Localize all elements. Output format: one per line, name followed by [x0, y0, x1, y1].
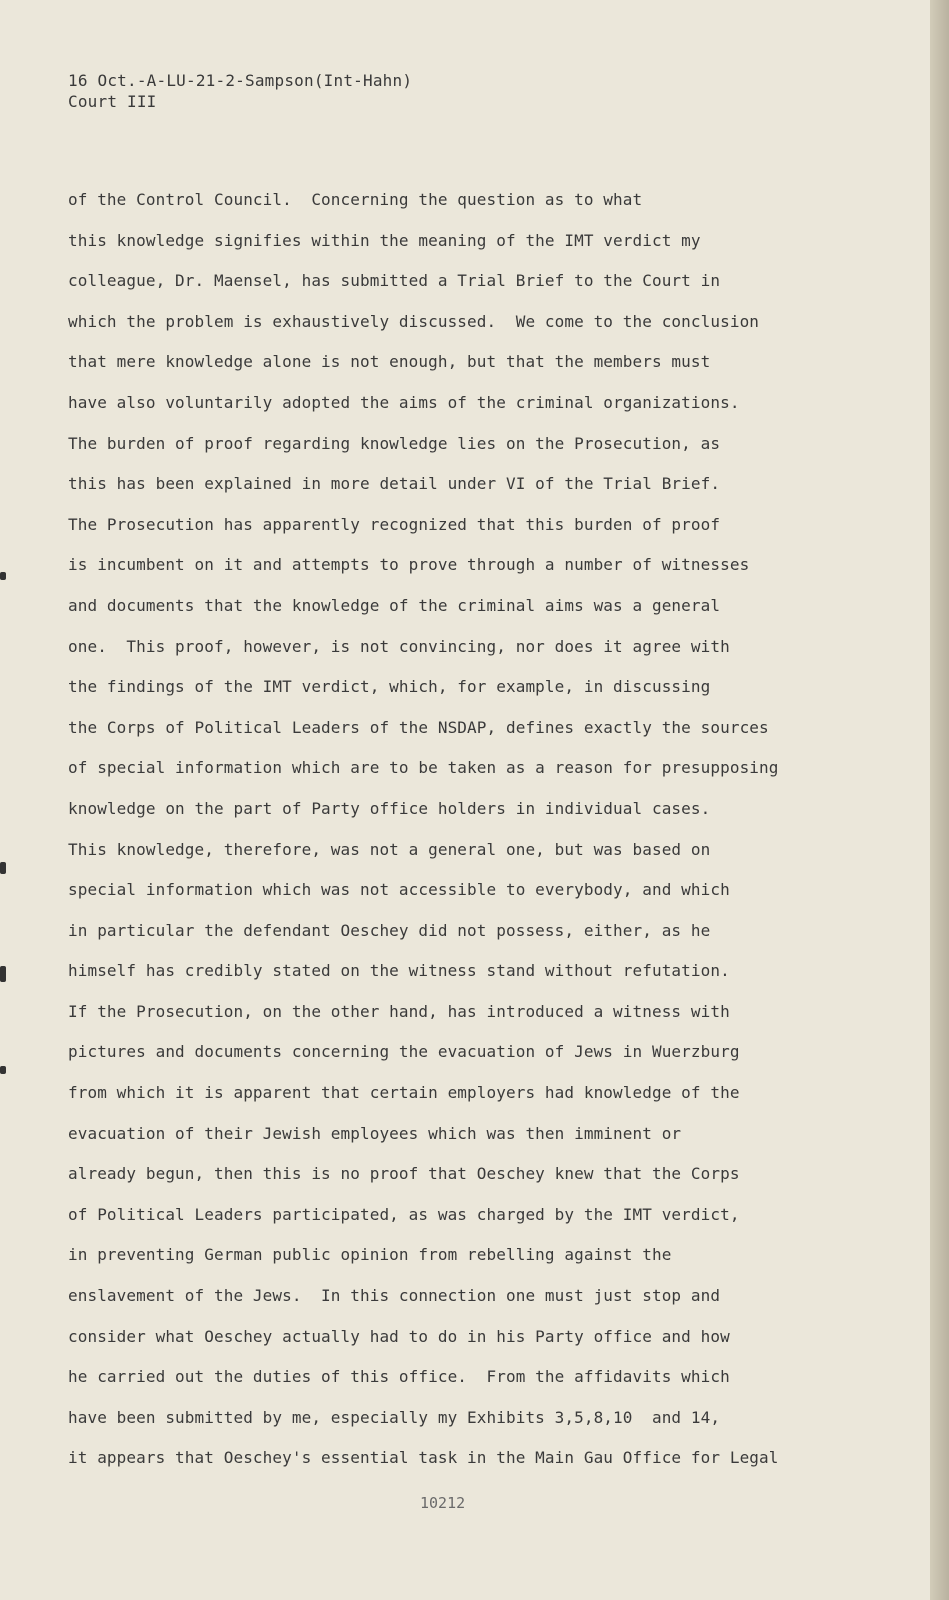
body-line: The Prosecution has apparently recognized that this burden of proof — [68, 514, 721, 534]
body-line: special information which was not accessible to everybody, and which — [68, 880, 730, 900]
page-number: 10212 — [420, 1494, 466, 1512]
body-line: consider what Oeschey actually had to do in his Party office and how — [68, 1326, 730, 1346]
body-line: already begun, then this is no proof that Oeschey knew that the Corps — [68, 1164, 740, 1184]
body-line: that mere knowledge alone is not enough, but that the members must — [68, 352, 711, 372]
body-line: If the Prosecution, on the other hand, has introduced a witness with — [68, 1001, 730, 1021]
body-line: colleague, Dr. Maensel, has submitted a Trial Brief to the Court in — [68, 271, 721, 291]
body-line: The burden of proof regarding knowledge lies on the Prosecution, as — [68, 433, 721, 453]
body-line: enslavement of the Jews. In this connection one must just stop and — [68, 1286, 721, 1306]
document-header — [68, 70, 412, 112]
body-line: in particular the defendant Oeschey did not possess, either, as he — [68, 920, 711, 940]
page-edge — [930, 0, 949, 1600]
body-line: is incumbent on it and attempts to prove through a number of witnesses — [68, 555, 750, 575]
body-line: pictures and documents concerning the evacuation of Jews in Wuerzburg — [68, 1042, 740, 1062]
body-line: the Corps of Political Leaders of the NSDAP, defines exactly the sources — [68, 717, 769, 737]
body-line: it appears that Oeschey's essential task in the Main Gau Office for Legal — [68, 1448, 779, 1468]
header-court: Court III — [68, 92, 157, 111]
body-line: have also voluntarily adopted the aims of the criminal organizations. — [68, 392, 740, 412]
body-line: and documents that the knowledge of the criminal aims was a general — [68, 595, 721, 615]
body-line: of the Control Council. Concerning the question as to what — [68, 190, 643, 209]
body-line: in preventing German public opinion from rebelling against the — [68, 1245, 672, 1265]
document-body — [68, 186, 828, 1485]
body-line: of Political Leaders participated, as was charged by the IMT verdict, — [68, 1204, 740, 1224]
header-case-reference: 16 Oct.-A-LU-21-2-Sampson(Int-Hahn) — [68, 71, 413, 90]
body-line: This knowledge, therefore, was not a general one, but was based on — [68, 839, 711, 859]
body-line: himself has credibly stated on the witness stand without refutation. — [68, 961, 730, 981]
body-line: of special information which are to be taken as a reason for presupposing — [68, 758, 779, 778]
body-line: have been submitted by me, especially my Exhibits 3,5,8,10 and 14, — [68, 1407, 721, 1427]
margin-mark — [0, 572, 6, 580]
body-line: one. This proof, however, is not convincing, nor does it agree with — [68, 636, 730, 656]
body-line: this has been explained in more detail under VI of the Trial Brief. — [68, 474, 721, 494]
margin-mark — [0, 966, 6, 982]
body-line: knowledge on the part of Party office holders in individual cases. — [68, 798, 711, 818]
body-line: which the problem is exhaustively discussed. We come to the conclusion — [68, 311, 760, 331]
margin-mark — [0, 862, 6, 874]
body-line: evacuation of their Jewish employees which was then imminent or — [68, 1123, 682, 1143]
margin-mark — [0, 1066, 6, 1074]
body-line: he carried out the duties of this office. From the affidavits which — [68, 1367, 730, 1387]
body-line: from which it is apparent that certain employers had knowledge of the — [68, 1083, 740, 1103]
body-line: the findings of the IMT verdict, which, for example, in discussing — [68, 677, 711, 697]
body-line: this knowledge signifies within the meaning of the IMT verdict my — [68, 230, 701, 250]
